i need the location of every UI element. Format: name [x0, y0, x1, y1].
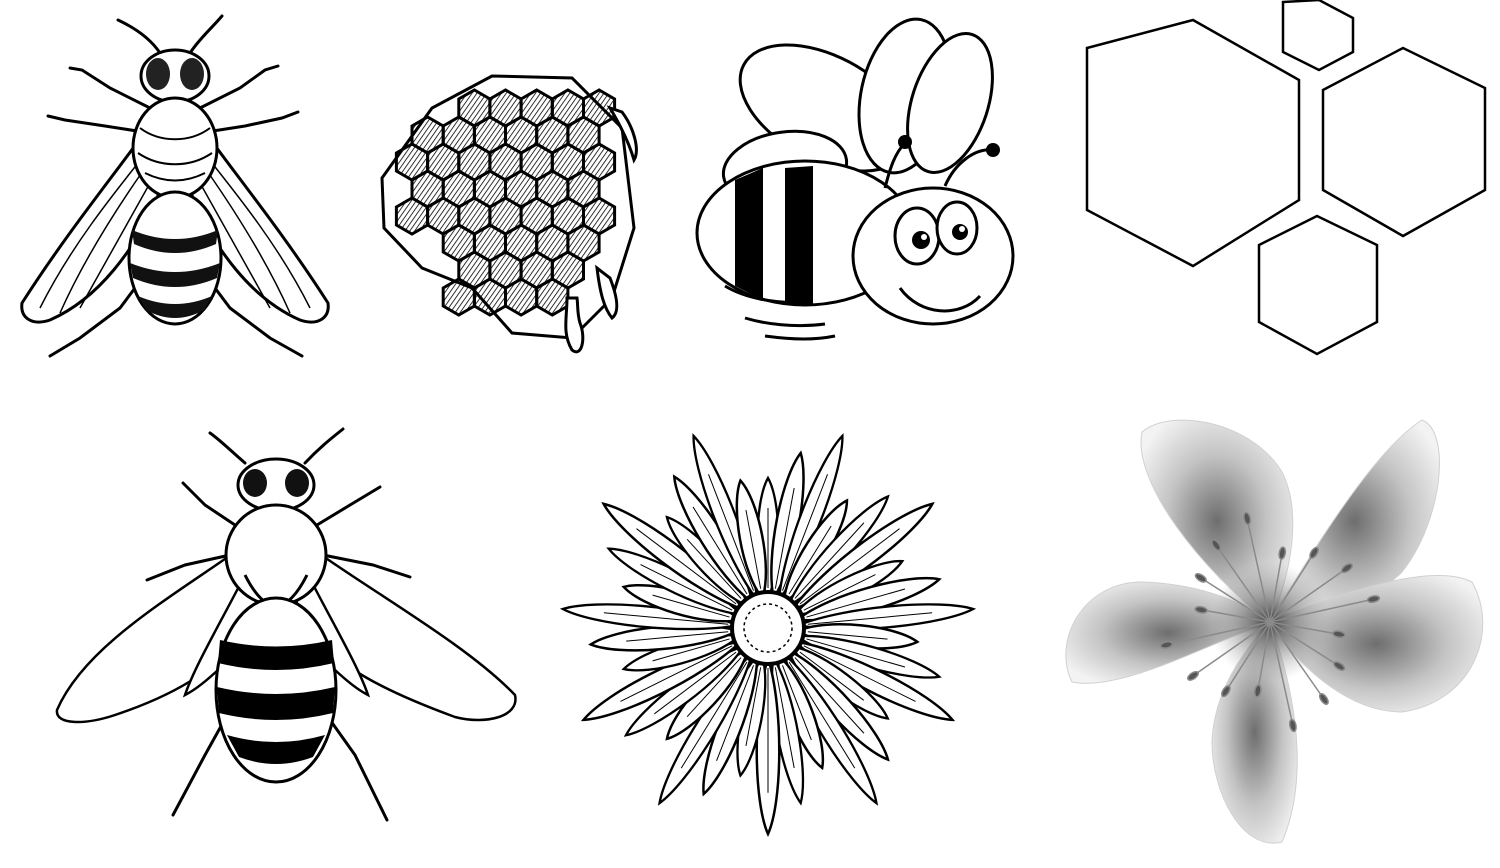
honeycomb-cell	[474, 279, 505, 315]
stamen-anther	[1194, 572, 1207, 584]
daisy-illustration	[548, 388, 1008, 866]
honeycomb-cell	[443, 279, 474, 315]
stamen-anther	[1186, 670, 1199, 682]
honeycomb-icon	[372, 68, 642, 360]
bee-icon	[10, 8, 340, 364]
honeycomb-cell	[506, 279, 537, 315]
honeycomb-cell	[396, 198, 427, 234]
bee-icon	[705, 18, 1025, 353]
flower-icon	[1052, 412, 1500, 852]
cartoon-bee-illustration	[705, 18, 1025, 353]
outline-bee-illustration	[55, 425, 520, 825]
stamen-anther	[1318, 692, 1330, 705]
daisy-icon	[548, 388, 1008, 866]
engraved-bee-illustration	[10, 8, 340, 364]
bee-icon	[55, 425, 520, 825]
hexagon-cluster-illustration	[1085, 0, 1490, 358]
hexagon-icon	[1085, 0, 1490, 358]
dripping-honeycomb-illustration	[372, 68, 642, 360]
blossom-illustration	[1052, 412, 1500, 852]
honeycomb-cell	[537, 279, 568, 315]
